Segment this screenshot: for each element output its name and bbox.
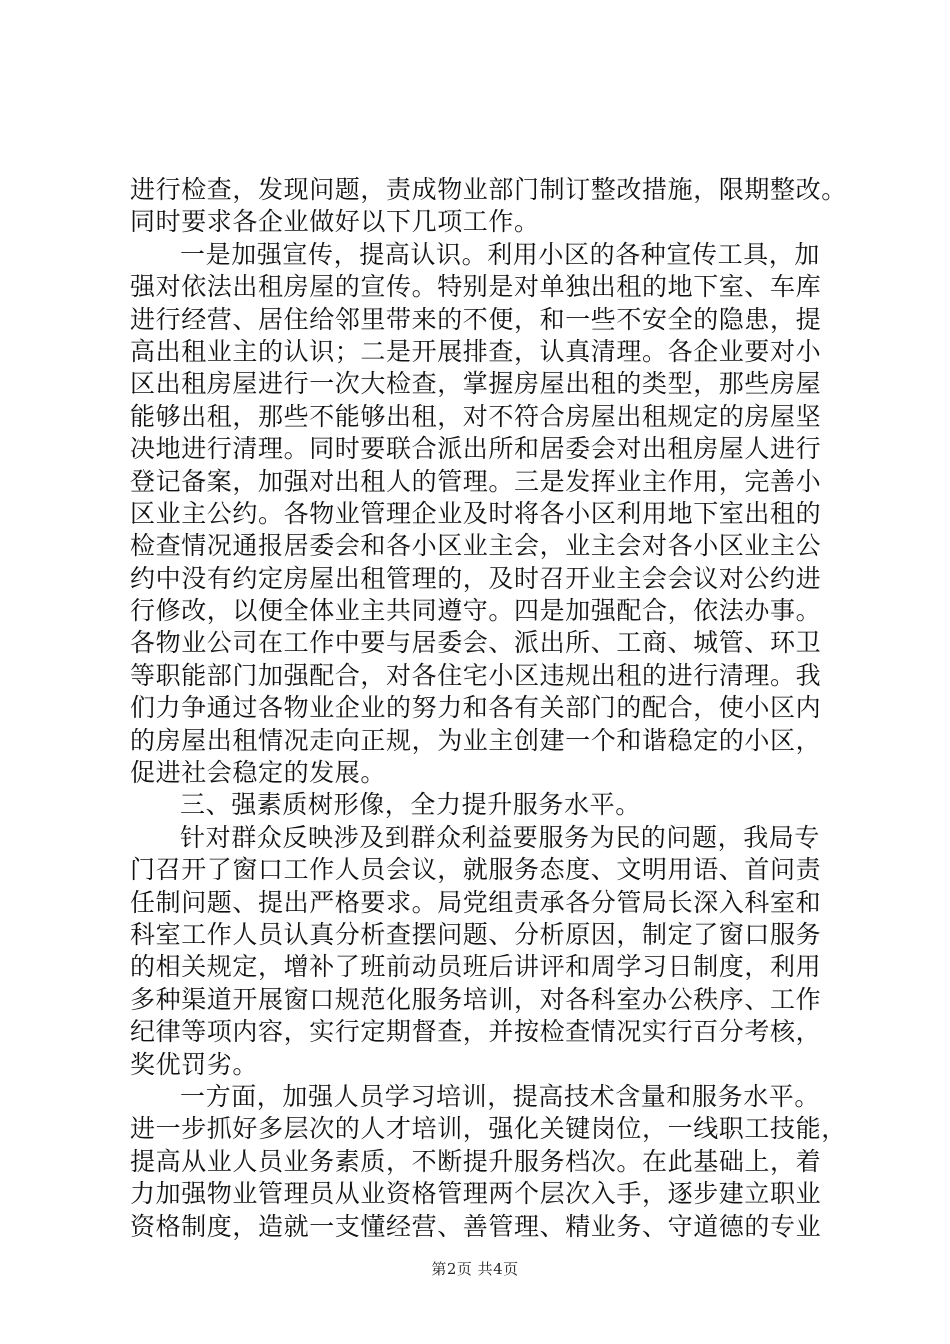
text-line: 提高从业人员业务素质，不断提升服务档次。在此基础上，着 (130, 1146, 822, 1176)
text-line: 奖优罚劣。 (130, 1049, 259, 1079)
text-line: 行修改，以便全体业主共同遵守。四是加强配合，依法办事。 (130, 596, 822, 626)
text-line: 决地进行清理。同时要联合派出所和居委会对出租房屋人进行 (130, 434, 822, 464)
text-line: 登记备案，加强对出租人的管理。三是发挥业主作用，完善小 (130, 466, 822, 496)
paragraph-start-line: 一方面，加强人员学习培训，提高技术含量和服务水平。 (180, 1081, 821, 1111)
section-heading: 三、强素质树形像，全力提升服务水平。 (180, 790, 641, 820)
text-line: 各物业公司在工作中要与居委会、派出所、工商、城管、环卫 (130, 628, 822, 658)
text-line: 强对依法出租房屋的宣传。特别是对单独出租的地下室、车库 (130, 272, 822, 302)
text-line: 科室工作人员认真分析查摆问题、分析原因，制定了窗口服务 (130, 919, 822, 949)
text-line: 的房屋出租情况走向正规，为业主创建一个和谐稳定的小区， (130, 725, 822, 755)
paragraph-start-line: 针对群众反映涉及到群众利益要服务为民的问题，我局专 (180, 822, 821, 852)
text-line: 进行经营、居住给邻里带来的不便，和一些不安全的隐患，提 (130, 304, 822, 334)
text-line: 任制问题、提出严格要求。局党组责承各分管局长深入科室和 (130, 887, 822, 917)
text-line: 高出租业主的认识；二是开展排查，认真清理。各企业要对小 (130, 336, 822, 366)
text-line: 的相关规定，增补了班前动员班后讲评和周学习日制度，利用 (130, 952, 822, 982)
text-line: 促进社会稳定的发展。 (130, 758, 387, 788)
text-line: 约中没有约定房屋出租管理的，及时召开业主会会议对公约进 (130, 563, 822, 593)
text-line: 进一步抓好多层次的人才培训，强化关键岗位，一线职工技能， (130, 1114, 847, 1144)
text-line: 区出租房屋进行一次大检查，掌握房屋出租的类型，那些房屋 (130, 369, 822, 399)
text-line: 同时要求各企业做好以下几项工作。 (130, 207, 540, 237)
document-body (130, 174, 847, 1243)
text-line: 资格制度，造就一支懂经营、善管理、精业务、守道德的专业 (130, 1211, 822, 1241)
text-line: 纪律等项内容，实行定期督查，并按检查情况实行百分考核， (130, 1017, 822, 1047)
text-line: 检查情况通报居委会和各小区业主会，业主会对各小区业主公 (130, 531, 822, 561)
page-number-footer: 第2页 共4页 (431, 1260, 519, 1278)
text-line: 门召开了窗口工作人员会议，就服务态度、文明用语、首问责 (130, 855, 822, 885)
text-line: 力加强物业管理员从业资格管理两个层次入手，逐步建立职业 (130, 1179, 822, 1209)
text-line: 区业主公约。各物业管理企业及时将各小区利用地下室出租的 (130, 498, 822, 528)
text-line: 多种渠道开展窗口规范化服务培训，对各科室办公秩序、工作 (130, 984, 822, 1014)
text-line: 等职能部门加强配合，对各住宅小区违规出租的进行清理。我 (130, 660, 822, 690)
text-line: 能够出租，那些不能够出租，对不符合房屋出租规定的房屋坚 (130, 401, 822, 431)
text-line: 们力争通过各物业企业的努力和各有关部门的配合，使小区内 (130, 693, 822, 723)
text-line: 进行检查，发现问题，责成物业部门制订整改措施，限期整改。 (130, 175, 847, 204)
paragraph-start-line: 一是加强宣传，提高认识。利用小区的各种宣传工具，加 (180, 239, 821, 269)
